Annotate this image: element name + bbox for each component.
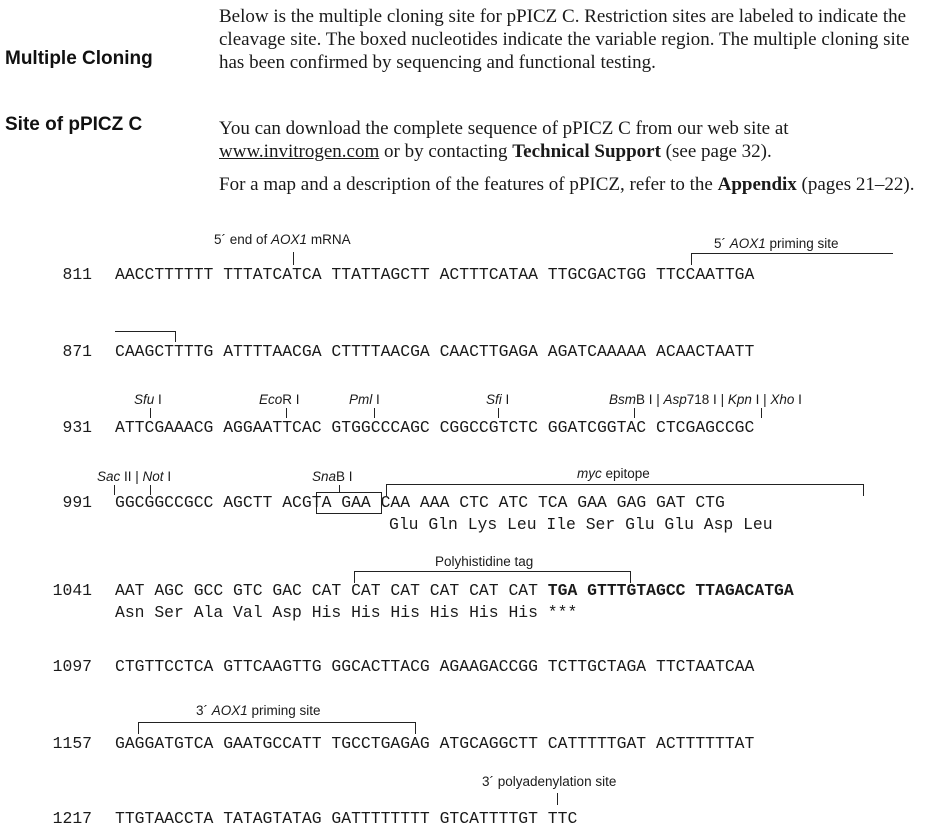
- bracket-his-top: [354, 571, 631, 572]
- section-title-line2: Site of pPICZ C: [5, 114, 143, 135]
- section-title: [5, 4, 153, 158]
- tick-pml-i: [374, 408, 375, 418]
- sequence-row-871: CAAGCTTTTG ATTTTAACGA CTTTTAACGA CAACTTGAGA AGATCAAAAA ACAACTAATT: [115, 342, 755, 361]
- appendix-ref: Appendix: [717, 174, 797, 195]
- aa-row-991: Glu Gln Lys Leu Ile Ser Glu Glu Asp Leu: [389, 515, 773, 534]
- intro-paragraph: Below is the multiple cloning site for pPICZ C. Restriction sites are labeled to indicate the cleavage site. The boxed nucleotides indicate the variable region. The multiple cloning site has been confirmed by sequencing and functional testing.: [219, 6, 910, 73]
- label-sacii-not: Sac II | Not I: [97, 469, 172, 484]
- tick-snab-i: [339, 485, 340, 492]
- bracket-5-priming-end-top: [115, 331, 176, 332]
- download-paragraph: You can download the complete sequence of pPICZ C from our web site at www.invitrogen.com or by contacting Technical Support (see page 32).: [219, 118, 789, 162]
- tick-polyadenylation: [557, 793, 558, 805]
- label-ecor-i: EcoR I: [259, 392, 300, 407]
- row-number-991: 991: [62, 493, 92, 512]
- label-mrna-end: 5´ end of AOX1 mRNA: [214, 232, 351, 247]
- label-pml-i: Pml I: [349, 392, 380, 407]
- aa-row-1041: Asn Ser Ala Val Asp His His His His His His ***: [115, 603, 578, 622]
- website-link[interactable]: www.invitrogen.com: [219, 141, 380, 162]
- appendix-paragraph: For a map and a description of the features of pPICZ, refer to the Appendix (pages 21–22).: [219, 174, 915, 195]
- sequence-row-1157: GAGGATGTCA GAATGCCATT TGCCTGAGAG ATGCAGGCTT CATTTTTGAT ACTTTTTTAT: [115, 734, 755, 753]
- sequence-row-1217: TTGTAACCTA TATAGTATAG GATTTTTTTT GTCATTTTGT TTC: [115, 809, 578, 828]
- label-myc-epitope: myc epitope: [577, 466, 650, 481]
- bracket-5-priming-left: [691, 253, 692, 265]
- variable-region-nucleotides: ACGTA: [282, 493, 332, 512]
- row-number-871: 871: [62, 342, 92, 361]
- label-5-aox1-priming: 5´ AOX1 priming site: [714, 236, 839, 251]
- label-snab-i: SnaB I: [312, 469, 353, 484]
- label-sfi-i: Sfi I: [486, 392, 510, 407]
- tick-mrna-end: [293, 252, 294, 265]
- tick-sfu-i: [150, 408, 151, 418]
- bracket-myc-right: [863, 484, 864, 496]
- row-number-1217: 1217: [52, 809, 92, 828]
- bracket-3-priming-right: [415, 722, 416, 734]
- sequence-row-1041: AAT AGC GCC GTC GAC CAT CAT CAT CAT CAT CAT TGA GTTTGTAGCC TTAGACATGA: [115, 581, 794, 600]
- label-sfu-i: Sfu I: [134, 392, 162, 407]
- stop-codon-sequence: TGA GTTTGTAGCC TTAGACATGA: [547, 581, 794, 600]
- bracket-5-priming-top: [691, 253, 893, 254]
- bracket-3-priming-top: [138, 722, 416, 723]
- bracket-myc-top: [386, 484, 864, 485]
- row-number-1157: 1157: [52, 734, 92, 753]
- bracket-5-priming-end-right: [175, 331, 176, 342]
- section-title-line1: Multiple Cloning: [5, 48, 153, 69]
- label-3-aox1-priming: 3´ AOX1 priming site: [196, 703, 321, 718]
- row-number-1097: 1097: [52, 657, 92, 676]
- row-number-811: 811: [62, 265, 92, 284]
- sequence-row-811: AACCTTTTTT TTTATCATCA TTATTAGCTT ACTTTCATAA TTGCGACTGG TTCCAATTGA: [115, 265, 755, 284]
- bracket-3-priming-left: [138, 722, 139, 734]
- tick-kpn-i: [761, 408, 762, 418]
- tick-sfi-i: [498, 408, 499, 418]
- tick-bsmb-i: [634, 408, 635, 418]
- label-bsmb-asp718-kpn-xho: BsmB I | Asp718 I | Kpn I | Xho I: [609, 392, 802, 407]
- row-number-931: 931: [62, 418, 92, 437]
- sequence-row-931: ATTCGAAACG AGGAATTCAC GTGGCCCAGC CGGCCGTCTC GGATCGGTAC CTCGAGCCGC: [115, 418, 755, 437]
- label-polyadenylation-site: 3´ polyadenylation site: [482, 774, 617, 789]
- sequence-row-991: GGCGGCCGCC AGCTT ACGTA GAA CAA AAA CTC ATC TCA GAA GAG GAT CTG: [115, 493, 725, 512]
- technical-support-ref: Technical Support: [512, 141, 661, 162]
- label-polyhistidine-tag: Polyhistidine tag: [435, 554, 534, 569]
- sequence-row-1097: CTGTTCCTCA GTTCAAGTTG GGCACTTACG AGAAGACCGG TCTTGCTAGA TTCTAATCAA: [115, 657, 755, 676]
- tick-ecor-i: [286, 408, 287, 418]
- row-number-1041: 1041: [52, 581, 92, 600]
